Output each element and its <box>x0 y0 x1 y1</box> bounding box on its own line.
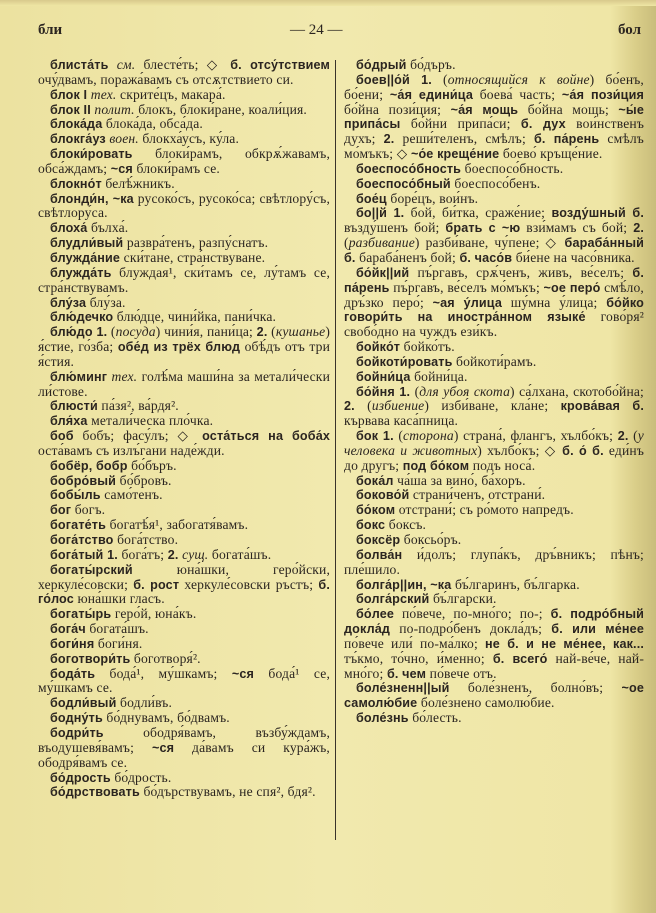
headword: ~о́е креще́ние <box>410 147 500 162</box>
translation: бойни́ца. <box>410 368 468 384</box>
headword: бое́ц <box>356 191 387 206</box>
dictionary-entry <box>344 711 644 726</box>
usage-label: у человека и животных <box>344 428 644 458</box>
headword: б. чем <box>386 666 427 681</box>
translation: белѣ́жникъ. <box>101 175 175 191</box>
translation: ( <box>393 428 404 444</box>
translation: ) я́стие, го́зба; <box>38 324 331 355</box>
headword: блужда́ть <box>50 265 112 280</box>
translation: бо́дърствувамъ, не спя², бдя². <box>139 784 316 800</box>
headword: бобро́вый <box>50 473 117 488</box>
headword: боб <box>50 429 74 444</box>
headword: бараба́нный б. <box>344 236 644 265</box>
translation: бодли́въ. <box>116 695 173 711</box>
headword: бок 1. <box>356 429 394 444</box>
usage-label: относящийся к войне <box>447 71 590 87</box>
translation: юна́шки гласъ. <box>73 591 165 607</box>
dictionary-entry <box>344 503 644 518</box>
headword: 2. <box>344 399 355 414</box>
translation: ) бо́енъ, бо́ени; <box>344 71 644 102</box>
headword: б. часо́в <box>459 250 513 265</box>
translation: тъ́кмо, то́чно, и́менно; <box>344 650 493 666</box>
translation: ( <box>628 428 638 444</box>
headword: б. о́ б. <box>562 443 604 458</box>
usage-label: см. <box>108 57 136 72</box>
translation: би́ене на часо́вника. <box>512 249 635 265</box>
dictionary-entry <box>38 622 330 637</box>
headword: богаты́рь <box>50 607 112 622</box>
headword: б. го́лос <box>38 577 330 607</box>
usage-label: сторона <box>403 428 454 444</box>
headword: ~ое самолю́бие <box>344 681 644 711</box>
headword: б. па́рень <box>533 132 600 147</box>
translation: ) чини́я, пани́ца; <box>155 324 257 340</box>
headword: бо́дрость <box>50 770 111 785</box>
headword: обе́д из трёх блюд <box>117 340 241 355</box>
translation: блоки́рамъ се. <box>132 160 220 176</box>
dictionary-entry <box>344 58 644 73</box>
dictionary-entry <box>344 73 644 162</box>
translation: блу́за. <box>86 294 126 310</box>
headword: бойко́т <box>356 340 401 355</box>
translation: боле́знено самолю́бие. <box>417 695 555 711</box>
headword: возду́шный б. <box>551 206 644 221</box>
dictionary-entry <box>344 385 644 430</box>
usage-label: избиение <box>371 398 425 414</box>
headword: боксёр <box>356 533 401 547</box>
usage-label: сущ. <box>178 546 209 562</box>
headword: бо́йк||ий <box>356 265 410 280</box>
translation: отстрани́; съ ро́мото напредъ. <box>395 502 574 518</box>
translation: и́долъ; глупа́къ, дръ́вникъ; пѣнъ; пле́шило. <box>344 546 644 577</box>
headword: бойкоти́ровать <box>356 354 453 369</box>
dictionary-entry <box>38 696 330 711</box>
translation: по-подро́бенъ докла́дъ; <box>390 621 552 637</box>
dictionary-entry <box>38 503 330 518</box>
translation: смѣлъ мо́мъкъ; ◇ <box>344 131 644 162</box>
translation: бойко́тъ. <box>400 339 455 355</box>
translation: ски́тане, стра́нствуване. <box>120 249 266 265</box>
translation: боево́ кръще́ние. <box>499 146 603 162</box>
headword: бода́ть <box>50 666 96 681</box>
running-head-right: бол <box>618 22 642 38</box>
translation: възду́шенъ бой; <box>344 220 446 236</box>
dictionary-entry <box>38 117 330 132</box>
translation: па́зя², ва́рдя². <box>97 398 179 414</box>
dictionary-entry <box>344 592 644 607</box>
headword: ~ая у́лица <box>432 295 503 310</box>
dictionary-entry <box>38 88 330 103</box>
translation: гово́ря² свобо́дно на чуждъ ези́къ. <box>344 309 644 340</box>
usage-label: полит. <box>90 101 135 117</box>
dictionary-entry <box>38 548 330 563</box>
dictionary-entry <box>38 325 330 370</box>
headword: б. всего́ <box>492 651 548 666</box>
headword: болга́р||ин, ~ка <box>356 577 452 592</box>
translation: ( <box>354 398 372 414</box>
translation: подъ носа́. <box>469 457 536 473</box>
headword: бобёр, бобр <box>50 458 128 473</box>
translation: взи́мамъ съ бой; <box>520 220 634 236</box>
translation: еди́нъ до другъ; <box>344 442 645 473</box>
dictionary-entry <box>344 681 644 711</box>
translation: боксъ. <box>385 517 427 533</box>
translation: да́вамъ си кура́жъ, ободря́вамъ се. <box>38 739 330 770</box>
translation: пъ́ргавъ, ве́селъ мо́мъкъ; <box>389 279 544 295</box>
translation: развра́тенъ, разпу́снатъ. <box>123 235 269 251</box>
headword: блока́да <box>50 117 103 132</box>
translation: кървава каса́пница. <box>344 413 459 429</box>
dictionary-entry <box>38 266 330 296</box>
headword: блок II <box>50 102 91 117</box>
translation: вои́нственъ духъ; <box>344 116 644 147</box>
translation: бо́йна пози́ция; <box>344 101 451 117</box>
headword: богате́ть <box>50 518 107 533</box>
translation: ( <box>431 71 448 87</box>
headword: ~ся <box>151 740 175 755</box>
translation: боксьо́ръ. <box>400 532 462 547</box>
headword: бо́дрый <box>356 58 407 72</box>
translation: бо́йна мощь; <box>518 101 619 117</box>
headword: блонди́н, ~ка <box>50 191 134 206</box>
dictionary-entry <box>38 711 330 726</box>
translation: по́вече отъ. <box>426 665 497 681</box>
column-divider <box>335 60 336 840</box>
translation: бога́тъ; <box>117 546 168 562</box>
dictionary-entry <box>38 58 330 88</box>
headword: блок I <box>50 87 88 102</box>
headword: брать с ~ю <box>445 221 521 236</box>
translation: юна́шки, геро́йски, херкуле́совски; <box>38 561 330 592</box>
usage-label: тех. <box>87 86 117 102</box>
translation: бода́¹ се, му́шкамъ се. <box>38 665 330 696</box>
translation: бараба́ненъ бой; <box>355 249 460 265</box>
translation: боле́зненъ, болно́въ; <box>449 680 622 696</box>
translation: ) хълбо́къ; ◇ <box>477 442 563 458</box>
headword: бобы́ль <box>50 488 101 503</box>
translation: богата́шъ. <box>208 546 272 562</box>
translation: богъ. <box>71 502 106 518</box>
translation: бойкоти́рамъ. <box>452 353 537 369</box>
translation: боги́ня. <box>94 635 143 651</box>
translation: смѣ́ло, дръ́зко перо́; <box>344 279 644 310</box>
headword: б. па́рень <box>344 265 644 295</box>
dictionary-entry <box>344 607 644 681</box>
headword: б. рост <box>133 577 180 592</box>
headword: блю́до 1. <box>50 325 108 340</box>
translation: метали́ческа пло́чка. <box>87 413 214 429</box>
headword: не б. и не ме́нее, как... <box>485 636 644 651</box>
translation: боева́ часть; <box>472 86 562 102</box>
translation: бо́бровъ. <box>116 472 172 488</box>
dictionary-entry <box>38 221 330 236</box>
usage-label: тех. <box>107 368 138 384</box>
headword: блю́дечко <box>50 310 114 325</box>
translation: пъ́ргавъ, срѫ́ченъ, живъ, ве́селъ; <box>409 264 633 280</box>
headword: боеспосо́бный <box>356 176 451 191</box>
headword: бо́лее <box>356 607 395 622</box>
dictionary-entry <box>344 429 644 474</box>
headword: б. дух <box>520 117 566 132</box>
headword: ~а́я мощь <box>450 102 519 117</box>
translation: бо́дрость. <box>110 769 172 785</box>
headword: блоки́ровать <box>50 147 133 162</box>
headword: блужда́ние <box>50 250 121 265</box>
translation: боре́цъ, вои́нъ. <box>386 190 479 206</box>
translation: херкуле́совски ръстъ; <box>179 576 319 592</box>
headword: бодри́ть <box>50 725 104 740</box>
page-edge <box>0 0 656 6</box>
translation: по́вече или́ по-ма́лко; <box>344 635 486 651</box>
translation: бъ́лгарски. <box>429 591 497 607</box>
headword: бога́тый 1. <box>50 547 118 562</box>
dictionary-entry <box>38 192 330 222</box>
headword: боле́зненн||ый <box>356 681 450 696</box>
headword: боев||о́й 1. <box>356 72 432 87</box>
headword: блиста́ть <box>50 58 109 72</box>
translation: блоки́рамъ, обкрѫ́жавамъ, обса́ждамъ; <box>38 146 330 176</box>
dictionary-entry <box>38 414 330 429</box>
headword: ~ся <box>231 666 255 681</box>
dictionary-entry <box>344 162 644 177</box>
dictionary-entry <box>38 370 330 400</box>
dictionary-entry <box>38 177 330 192</box>
translation: скрите́цъ, макара́. <box>116 86 226 102</box>
translation: обѣ́дъ отъ три я́стия. <box>38 339 331 369</box>
headword: ~ое перо́ <box>543 280 601 295</box>
headword: бойни́ца <box>356 369 411 384</box>
translation: боеспосо́бенъ. <box>450 175 541 191</box>
translation: бълха́. <box>87 220 129 236</box>
headword: бог <box>50 503 72 518</box>
headword: блу́за <box>50 295 87 310</box>
translation: блока́да, обса́да. <box>102 116 203 132</box>
translation: блю́дце, чини́йка, пани́чка. <box>113 309 277 325</box>
headword: 2. <box>167 547 179 562</box>
translation: най-ве́че, най-мно́го; <box>344 650 644 681</box>
translation: бо́днувамъ, бо́двамъ. <box>102 710 230 726</box>
dictionary-entry <box>38 147 330 177</box>
running-head-left: бли <box>38 22 63 38</box>
headword: блудли́вый <box>50 236 124 251</box>
translation: бога́тство. <box>113 532 179 547</box>
left-column <box>38 58 330 800</box>
headword: блокга́уз <box>50 132 106 147</box>
translation: само́тенъ. <box>100 487 163 503</box>
headword: бо||й 1. <box>356 206 405 221</box>
dictionary-entry <box>38 533 330 548</box>
dictionary-entry <box>344 355 644 370</box>
headword: оста́ться на боба́х <box>202 429 330 444</box>
translation: оста́вамъ съ излъ́гани наде́жди. <box>38 442 225 458</box>
translation: блуждая¹, ски́тамъ се, лу́тамъ се, стра́нствувамъ. <box>38 264 330 295</box>
usage-label: для убоя скота <box>419 383 511 399</box>
dictionary-entry <box>344 340 644 355</box>
translation: реши́теленъ, смѣлъ; <box>394 131 534 147</box>
translation: боеспосо́бность. <box>461 160 564 176</box>
usage-label: воен. <box>105 131 139 147</box>
translation: голѣ́ма маши́на за метали́чески ли́стове. <box>38 368 330 399</box>
translation: ) са́лхана, скотобо́йна; <box>510 383 644 399</box>
dictionary-entry <box>38 563 330 608</box>
translation: ( <box>344 235 349 251</box>
usage-label: разбивание <box>348 235 415 251</box>
right-column <box>344 58 644 726</box>
translation: боготворя́². <box>130 650 201 666</box>
translation: богата́шъ. <box>85 621 149 637</box>
dictionary-entry <box>38 459 330 474</box>
dictionary-entry <box>38 652 330 667</box>
headword: блюсти́ <box>50 399 98 414</box>
translation: шу́мна у́лица; <box>502 294 607 310</box>
headword: ~а́я едини́ца <box>389 87 473 102</box>
dictionary-entry <box>38 310 330 325</box>
headword: боги́ня <box>50 636 95 651</box>
headword: ~а́я пози́ция <box>561 87 644 102</box>
headword: богаты́рский <box>50 562 133 577</box>
headword: бо́йко говори́ть на иностра́нном языке́ <box>344 295 645 325</box>
headword: болга́рский <box>356 592 430 607</box>
translation: геро́й, юна́къ. <box>111 606 197 622</box>
usage-label: кушанье <box>275 324 326 340</box>
headword: болва́н <box>356 547 403 562</box>
dictionary-entry <box>38 474 330 489</box>
headword: боле́знь <box>356 711 409 726</box>
page-number: — 24 — <box>290 22 343 38</box>
translation: блокха́усъ, ку́ла. <box>138 131 239 147</box>
translation: бо́дъръ. <box>406 57 456 72</box>
translation: бо́бъръ. <box>127 457 177 473</box>
headword: под бо́ком <box>402 458 470 473</box>
dictionary-entry <box>38 236 330 251</box>
dictionary-entry <box>38 429 330 459</box>
headword: бодли́вый <box>50 696 117 711</box>
headword: б. отсу́тствием <box>230 58 331 72</box>
dictionary-entry <box>38 785 330 800</box>
headword: блокно́т <box>50 176 102 191</box>
translation: страни́ченъ, отстрани́. <box>409 487 546 503</box>
headword: ~ы́е припа́сы <box>344 102 644 132</box>
dictionary-entry <box>344 533 644 548</box>
dictionary-entry <box>344 206 644 265</box>
dictionary-entry <box>38 132 330 147</box>
headword: бока́л <box>356 473 394 488</box>
dictionary-entry <box>38 518 330 533</box>
translation: ) изби́ване, кла́не; <box>424 398 561 414</box>
dictionary-entry <box>38 251 330 266</box>
headword: бога́тство <box>50 533 114 547</box>
headword: бля́ха <box>50 414 88 429</box>
translation: ча́ша за вино́, ба́хоръ. <box>393 472 526 488</box>
headword: блю́минг <box>50 369 108 384</box>
translation: богатѣ́я¹, забогатя́вамъ. <box>106 517 249 533</box>
dictionary-entry <box>344 370 644 385</box>
translation: ободря́вамъ, възбу́ждамъ, въодушевя́вамъ; <box>38 724 330 755</box>
headword: б. или ме́нее <box>551 622 644 637</box>
translation: ( <box>107 324 116 340</box>
headword: боеспосо́бность <box>356 161 462 176</box>
headword: б. подро́бный докла́д <box>344 607 644 637</box>
headword: боково́й <box>356 488 410 503</box>
dictionary-entry <box>344 177 644 192</box>
headword: 2. <box>617 429 629 444</box>
dictionary-entry <box>38 607 330 622</box>
dictionary-entry <box>344 266 644 340</box>
translation: бъ́лгаринъ, бъ́лгарка. <box>451 576 580 592</box>
translation: русоко́съ, русоко́са; свѣтлору́съ, свѣтлору́са. <box>38 190 330 221</box>
headword: бога́ч <box>50 622 86 637</box>
dictionary-entry <box>344 518 644 533</box>
headword: 2. <box>383 132 395 147</box>
headword: 2. <box>633 221 644 236</box>
dictionary-entry <box>38 637 330 652</box>
headword: крова́вая б. <box>560 399 645 414</box>
dictionary-entry <box>38 726 330 771</box>
translation: ( <box>410 383 420 399</box>
translation: бода́¹, му́шкамъ; <box>95 665 232 681</box>
translation: бо́лесть. <box>408 710 462 726</box>
dictionary-entry <box>38 488 330 503</box>
headword: блоха́ <box>50 221 88 236</box>
headword: ~ся <box>110 161 133 176</box>
headword: 2. <box>256 325 268 340</box>
translation: бобъ; фасу́лъ; ◇ <box>73 428 203 444</box>
translation: ) разби́ване, чу́пене; ◇ <box>414 235 565 251</box>
dictionary-entry <box>344 548 644 578</box>
translation: бой, би́тка, сраже́ние; <box>404 205 552 221</box>
headword: боготвори́ть <box>50 651 131 666</box>
translation: очу́двамъ, поража́вамъ съ отсѫтствието си. <box>38 71 294 87</box>
translation: по́вече, по-мно́го; по-; <box>394 606 551 622</box>
translation: бо́йни припа́си; <box>400 116 521 132</box>
translation: ( <box>267 324 276 340</box>
headword: бо́дрствовать <box>50 785 140 800</box>
translation: блесте́ть; ◇ <box>135 57 231 72</box>
headword: бодну́ть <box>50 711 103 726</box>
headword: бо́йня 1. <box>356 384 411 399</box>
headword: бо́ком <box>356 503 396 518</box>
usage-label: посуда <box>115 324 156 340</box>
translation: блокъ, блоки́ране, коали́ция. <box>134 101 307 117</box>
dictionary-entry <box>38 667 330 697</box>
translation: ) страна́, флангъ, хълбо́къ; <box>453 428 618 444</box>
headword: бокс <box>356 518 386 533</box>
